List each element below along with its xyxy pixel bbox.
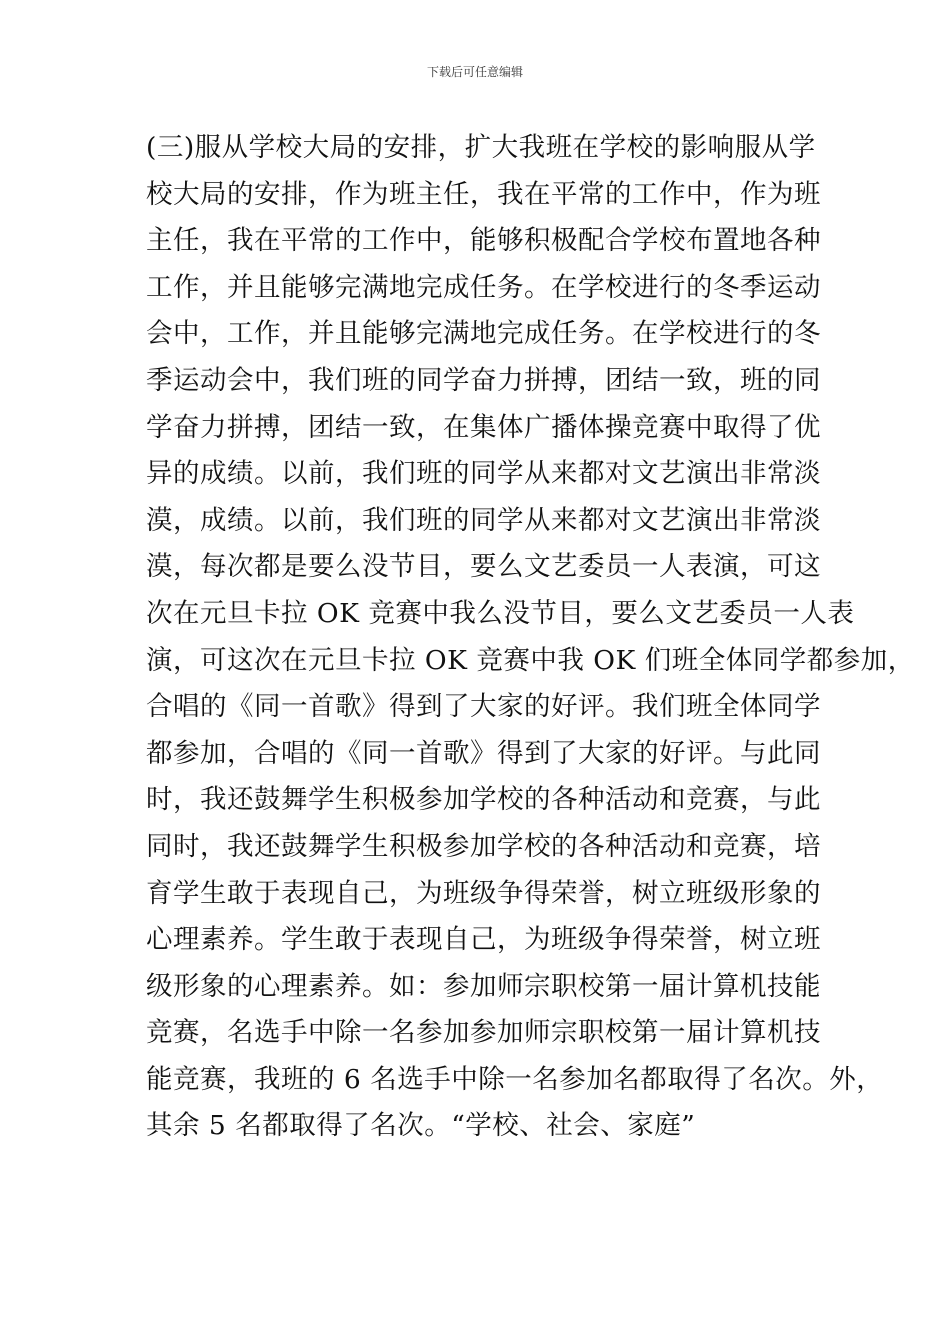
text-line: 演，可这次在元旦卡拉 OK 竞赛中我 OK 们班全体同学都参加，	[146, 644, 915, 676]
text-line: 漠，成绩。以前，我们班的同学从来都对文艺演出非常淡	[146, 504, 821, 536]
text-line: 都参加，合唱的《同一首歌》得到了大家的好评。与此同	[146, 737, 821, 769]
text-line: 学奋力拼搏，团结一致，在集体广播体操竞赛中取得了优	[146, 411, 821, 443]
text-line: 异的成绩。以前，我们班的同学从来都对文艺演出非常淡	[146, 458, 821, 490]
text-line: 能竞赛，我班的 6 名选手中除一名参加名都取得了名次。外，	[146, 1063, 884, 1095]
text-line: 心理素养。学生敢于表现自己，为班级争得荣誉，树立班	[146, 924, 821, 956]
text-line: 育学生敢于表现自己，为班级争得荣誉，树立班级形象的	[146, 877, 821, 909]
text-line: 会中，工作，并且能够完满地完成任务。在学校进行的冬	[146, 318, 821, 350]
text-line: 工作，并且能够完满地完成任务。在学校进行的冬季运动	[146, 271, 821, 303]
text-line: 时，我还鼓舞学生积极参加学校的各种活动和竞赛，与此	[146, 784, 821, 816]
text-line: 级形象的心理素养。如：参加师宗职校第一届计算机技能	[146, 970, 821, 1002]
text-line: 次在元旦卡拉 OK 竞赛中我么没节目，要么文艺委员一人表	[146, 597, 855, 629]
text-line: 竞赛，名选手中除一名参加参加师宗职校第一届计算机技	[146, 1017, 821, 1049]
text-line: 同时，我还鼓舞学生积极参加学校的各种活动和竞赛，培	[146, 830, 821, 862]
text-line: 主任，我在平常的工作中，能够积极配合学校布置地各种	[146, 225, 821, 257]
body-paragraph	[146, 128, 915, 1153]
text-line: 其余 5 名都取得了名次。“学校、社会、家庭”	[146, 1110, 696, 1142]
text-line: 漠，每次都是要么没节目，要么文艺委员一人表演，可这	[146, 551, 821, 583]
text-line: (三)服从学校大局的安排，扩大我班在学校的影响服从学	[146, 132, 816, 163]
text-line: 校大局的安排，作为班主任，我在平常的工作中，作为班	[146, 178, 821, 210]
text-line: 合唱的《同一首歌》得到了大家的好评。我们班全体同学	[146, 691, 821, 723]
page-header: 下载后可任意编辑	[426, 65, 523, 79]
text-line: 季运动会中，我们班的同学奋力拼搏，团结一致，班的同	[146, 364, 821, 396]
